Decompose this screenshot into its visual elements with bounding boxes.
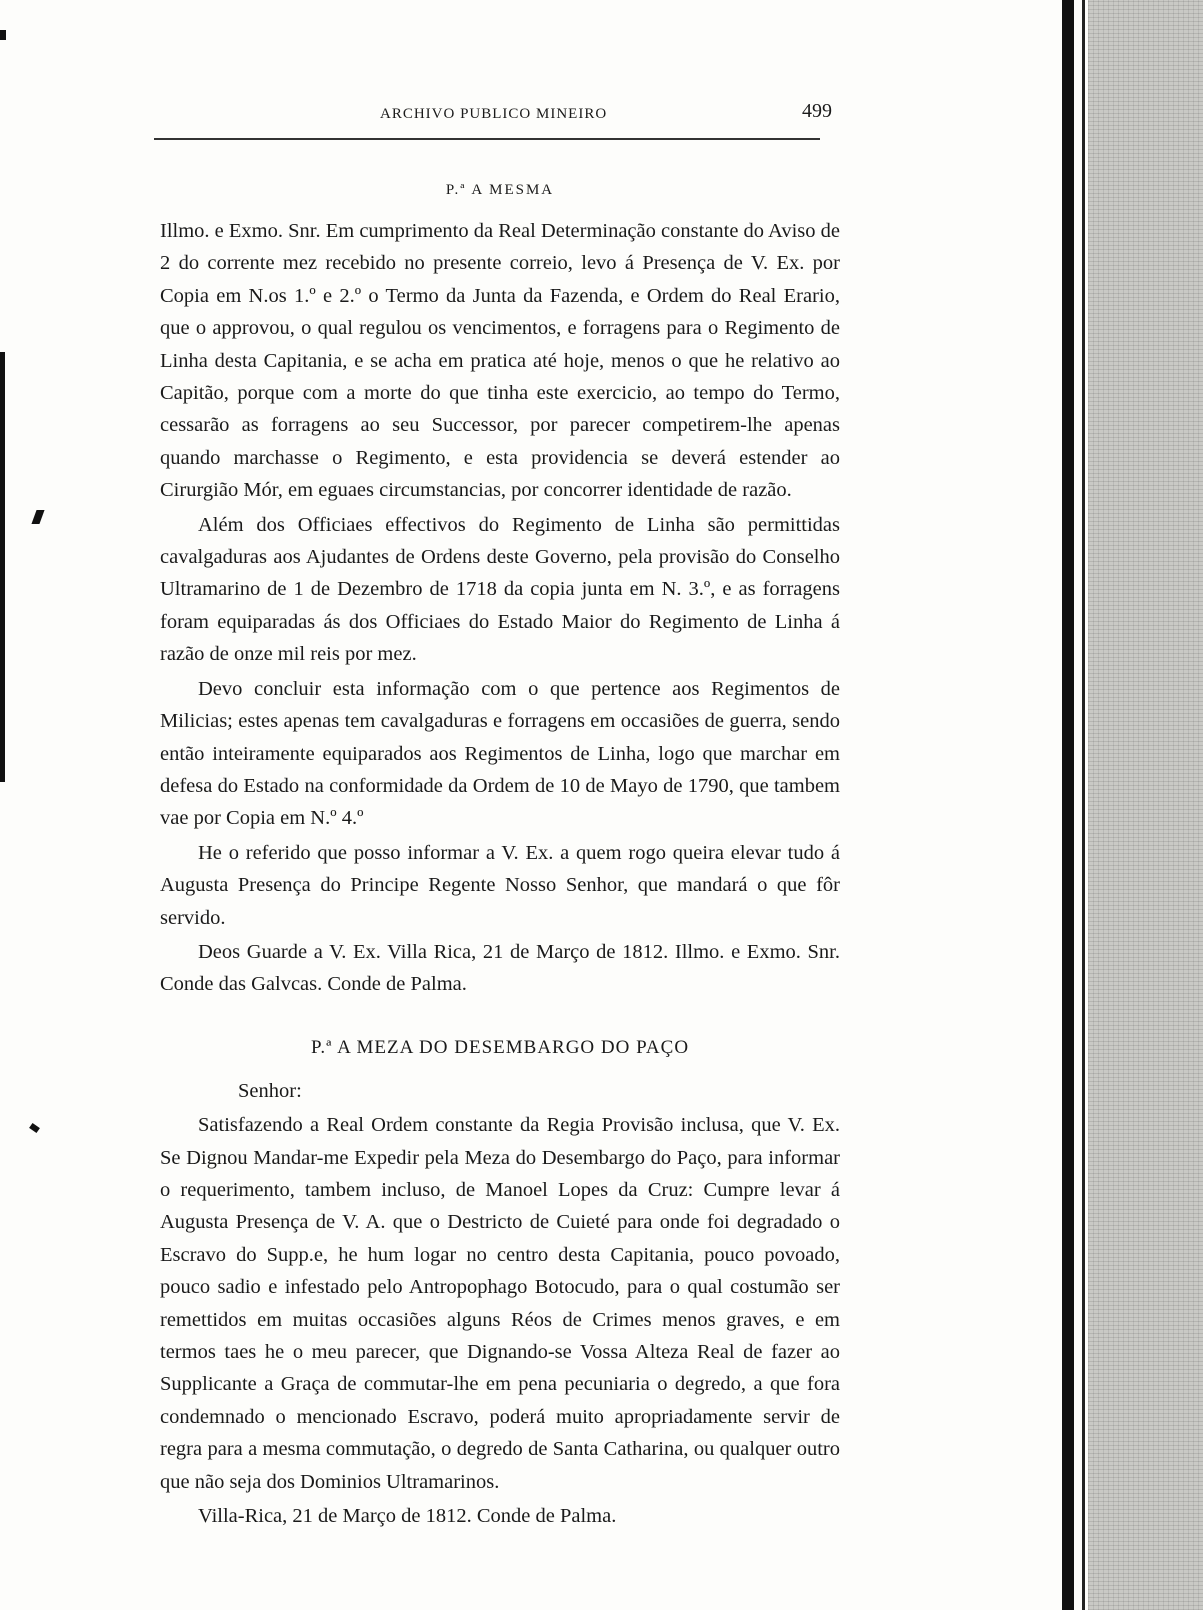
margin-mark-left-bar <box>0 352 5 782</box>
paragraph: Illmo. e Exmo. Snr. Em cumprimento da Real Determinação constante do Aviso de 2 do corrente mez recebido no presente correio, levo á Presença de V. Ex. por Copia em N.os 1.º e 2.º o Termo da Junta da Fazenda, e Ordem do Real Erario, que o approvou, o qual regulou os vencimentos, e forragens para o Regimento de Linha desta Capitania, e se acha em pratica até hoje, menos o que he relativo ao Capitão, porque com a morte do que tinha este exercicio, ao tempo do Termo, cessarão as forragens ao seu Successor, por parecer competirem-lhe apenas quando marchasse o Regimento, e esta providencia se deverá estender ao Cirurgião Mór, em eguaes circumstancias, por concorrer identidade de razão. <box>160 220 840 502</box>
margin-mark-top <box>0 30 6 40</box>
paragraph: Satisfazendo a Real Ordem constante da Regia Provisão inclusa, que V. Ex. Se Dignou Mandar-me Expedir pela Meza do Desembargo do Paço, para informar o requerimento, tambem incluso, de Manoel Lopes da Cruz: Cumpre levar á Augusta Presença de V. A. que o Destricto de Cuieté para onde foi degradado o Escravo do Supp.e, he hum logar no centro desta Capitania, pouco povoado, pouco sadio e infestado pelo Antropophago Botocudo, para o qual costumão ser remettidos em muitas occasiões alguns Réos de Crimes menos graves, e em termos taes he o meu parecer, que Dignando-se Vossa Alteza Real de fazer ao Supplicante a Graça de commutar-lhe em pena pecuniaria o degredo, a que fora condemnado o mencionado Escravo, poderá muito apropriadamente servir de regra para a mesma commutação, o degredo de Santa Catharina, ou qualquer outro que não seja dos Dominios Ultramarinos. <box>160 1114 840 1493</box>
page-number: 499 <box>802 100 832 122</box>
page-content <box>160 100 840 1532</box>
binding-edge-inner <box>1082 0 1085 1610</box>
header-rule <box>154 138 820 140</box>
running-head <box>160 100 840 136</box>
paragraph: Além dos Officiaes effectivos do Regimento de Linha são permittidas cavalgaduras aos Ajudantes de Ordens deste Governo, pela provisão do Conselho Ultramarino de 1 de Dezembro de 1718 da copia junta em N. 3.º, e as forragens foram equiparadas ás dos Officiaes do Estado Maior do Regimento de Linha á razão de onze mil reis por mez. <box>160 513 840 666</box>
signature-line: Villa-Rica, 21 de Março de 1812. Conde de Palma. <box>198 1505 617 1528</box>
paragraph: He o referido que posso informar a V. Ex. a quem rogo queira elevar tudo á Augusta Presença do Principe Regente Nosso Senhor, que mandará o que fôr servido. <box>160 841 840 929</box>
running-title: ARCHIVO PUBLICO MINEIRO <box>380 106 608 122</box>
scan-background-strip <box>1088 0 1203 1610</box>
binding-edge <box>1062 0 1074 1610</box>
closing-paragraph: Deos Guarde a V. Ex. Villa Rica, 21 de Março de 1812. Illmo. e Exmo. Snr. Conde das Galvcas. Conde de Palma. <box>160 940 840 996</box>
section-heading-desembargo: P.ª A MEZA DO DESEMBARGO DO PAÇO <box>310 1036 690 1058</box>
margin-mark-arrow-2 <box>29 1123 40 1133</box>
salutation: Senhor: <box>238 1079 302 1102</box>
paragraph: Devo concluir esta informação com o que pertence aos Regimentos de Milicias; estes apenas tem cavalgaduras e forragens em occasiões de guerra, sendo então inteiramente equiparados aos Regimentos de Linha, logo que marchar em defesa do Estado na conformidade da Ordem de 10 de Mayo de 1790, que tambem vae por Copia em N.º 4.º <box>160 677 840 830</box>
section-heading-mesma: P.ª A MESMA <box>445 182 555 198</box>
margin-mark-arrow-1 <box>31 510 44 524</box>
